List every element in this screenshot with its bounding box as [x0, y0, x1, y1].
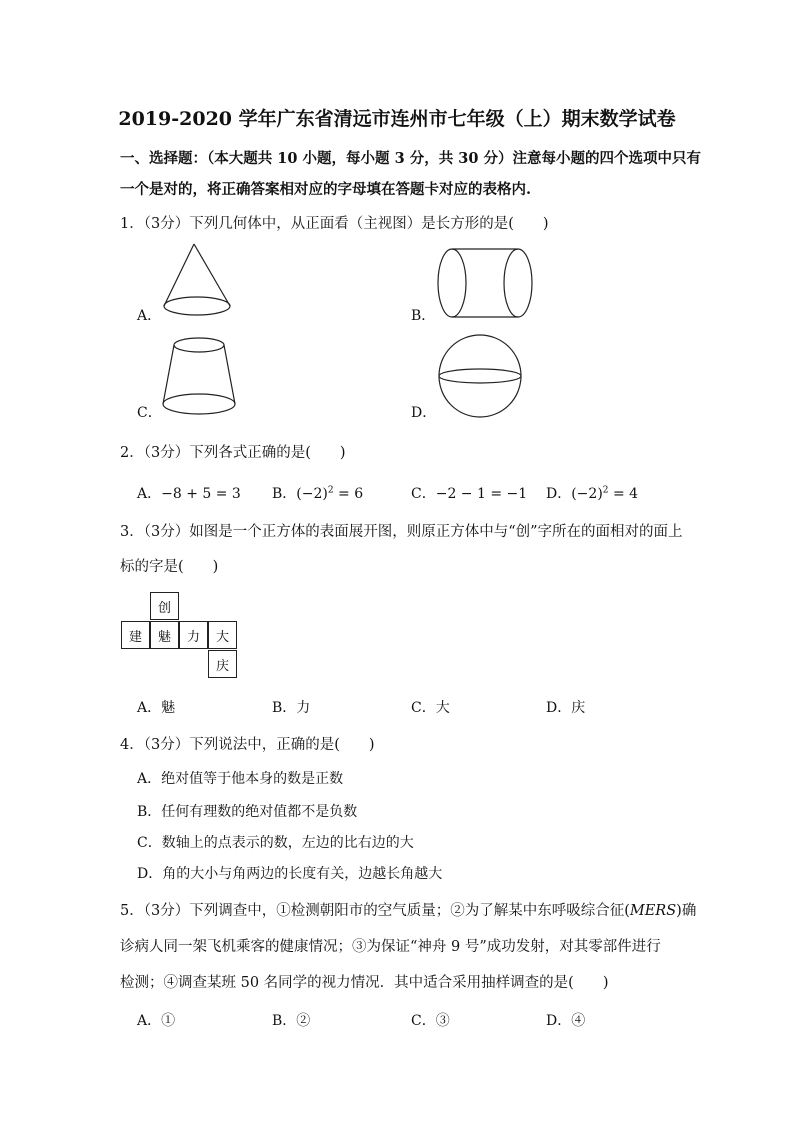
section-instructions-line2: 一个是对的，将正确答案相对应的字母填在答题卡对应的表格内. — [120, 181, 532, 198]
q1-option-b-label: B． — [411, 308, 436, 324]
question-5-stem-line2: 诊病人同一架飞机乘客的健康情况；③为保证“神舟 9 号”成功发射，对其零部件进行 — [120, 939, 661, 955]
net-face-li: 力 — [179, 621, 208, 649]
net-face-da: 大 — [208, 621, 237, 649]
q4-option-d: D．角的大小与角两边的长度有关，边越长角越大 — [137, 866, 443, 882]
q5-option-c: C．③ — [411, 1013, 450, 1029]
cube-net-figure — [121, 592, 241, 682]
q5-option-a: A．① — [137, 1013, 176, 1029]
q3-option-a: A．魅 — [137, 700, 176, 716]
page-title: 2019-2020 学年广东省清远市连州市七年级（上）期末数学试卷 — [118, 108, 676, 130]
horizontal-cylinder-figure — [436, 246, 536, 321]
q2-option-d: D．$(-2)^2 = 4$ — [546, 485, 639, 502]
question-3-stem-line1: 3．（3分）如图是一个正方体的表面展开图，则原正方体中与“创”字所在的面相对的面上 — [120, 524, 683, 540]
question-3-stem-line2: 标的字是( ) — [120, 559, 219, 575]
q5-option-d: D．④ — [546, 1013, 586, 1029]
q3-option-d: D．庆 — [546, 700, 586, 716]
question-2-stem: 2．（3分）下列各式正确的是( ) — [120, 445, 346, 461]
net-face-jian: 建 — [121, 621, 150, 649]
q1-option-a-label: A． — [137, 308, 162, 324]
question-5-stem-line1: 5．（3分）下列调查中，①检测朝阳市的空气质量；②为了解某中东呼吸综合征(MERS)确 — [120, 903, 697, 919]
q4-option-a: A．绝对值等于他本身的数是正数 — [137, 771, 344, 787]
q1-option-d-label: D． — [411, 405, 437, 421]
q1-option-c-label: C． — [137, 405, 162, 421]
question-4-stem: 4．（3分）下列说法中，正确的是( ) — [120, 737, 375, 753]
question-5-stem-line3: 检测；④调查某班 50 名同学的视力情况．其中适合采用抽样调查的是( ) — [120, 975, 609, 991]
q4-option-b: B．任何有理数的绝对值都不是负数 — [137, 804, 358, 820]
q2-option-b: B．$(-2)^2 = 6$ — [272, 485, 364, 502]
net-face-qing: 庆 — [208, 650, 237, 678]
net-face-chuang: 创 — [150, 592, 179, 620]
frustum-figure — [160, 336, 240, 418]
q3-option-c: C．大 — [411, 700, 450, 716]
section-instructions-line1: 一、选择题：（本大题共 10 小题，每小题 3 分，共 30 分）注意每小题的四个选项中只有 — [120, 150, 701, 167]
q5-option-b: B．② — [272, 1013, 311, 1029]
net-face-mei: 魅 — [150, 621, 179, 649]
cone-figure — [160, 242, 235, 320]
question-1-stem: 1．（3分）下列几何体中，从正面看（主视图）是长方形的是( ) — [120, 216, 549, 232]
q2-option-a: A．−8 + 5 = 3 — [137, 486, 241, 502]
sphere-figure — [436, 334, 526, 420]
q3-option-b: B．力 — [272, 700, 311, 716]
q4-option-c: C．数轴上的点表示的数，左边的比右边的大 — [137, 835, 414, 851]
q2-option-c: C．−2 − 1 = −1 — [411, 486, 528, 502]
